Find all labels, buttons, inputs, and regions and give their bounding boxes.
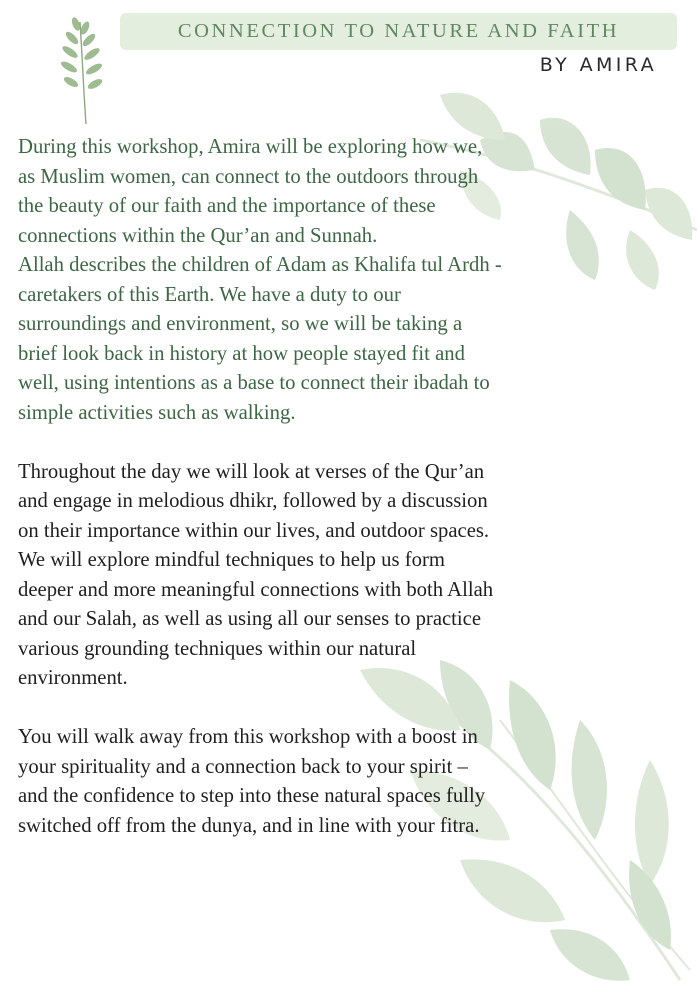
text-line: switched off from the dunya, and in line with your fitra. <box>18 814 480 837</box>
text-line: Allah describes the children of Adam as Khalifa tul Ardh - <box>18 254 502 276</box>
text-line: surroundings and environment, so we will be taking a <box>18 313 463 335</box>
text-line: simple activities such as walking. <box>18 401 296 424</box>
text-line: brief look back in history at how people stayed fit and <box>18 342 465 365</box>
author-byline: BY AMIRA <box>539 54 657 76</box>
text-line: well, using intentions as a base to connect their ibadah to <box>18 372 490 394</box>
text-line: your spirituality and a connection back to your spirit – <box>18 755 468 778</box>
outcome-paragraph <box>18 723 578 841</box>
text-line: deeper and more meaningful connections with both Allah <box>18 578 494 601</box>
page-title: CONNECTION TO NATURE AND FAITH <box>177 20 620 42</box>
text-line: We will explore mindful techniques to help us form <box>18 549 445 571</box>
workshop-description <box>18 133 578 841</box>
text-line: and the confidence to step into these natural spaces fully <box>18 785 486 807</box>
text-line: as Muslim women, can connect to the outdoors through <box>18 165 479 188</box>
text-line: caretakers of this Earth. We have a duty to our <box>18 283 401 306</box>
text-line: and engage in melodious dhikr, followed by a discussion <box>18 490 488 512</box>
leaf-sprig-icon <box>52 14 112 126</box>
text-line: on their importance within our lives, and outdoor spaces. <box>18 519 490 542</box>
intro-paragraph <box>18 133 578 428</box>
text-line: the beauty of our faith and the importance of these <box>18 195 436 217</box>
text-line: Throughout the day we will look at verses of the Qur’an <box>18 460 485 483</box>
text-line: various grounding techniques within our natural <box>18 637 417 660</box>
text-line: connections within the Qur’an and Sunnah. <box>18 224 378 247</box>
text-line: and our Salah, as well as using all our senses to practice <box>18 608 482 630</box>
text-line: environment. <box>18 667 128 689</box>
activities-paragraph <box>18 458 578 694</box>
text-line: During this workshop, Amira will be exploring how we, <box>18 136 483 158</box>
text-line: You will walk away from this workshop with a boost in <box>18 726 478 748</box>
